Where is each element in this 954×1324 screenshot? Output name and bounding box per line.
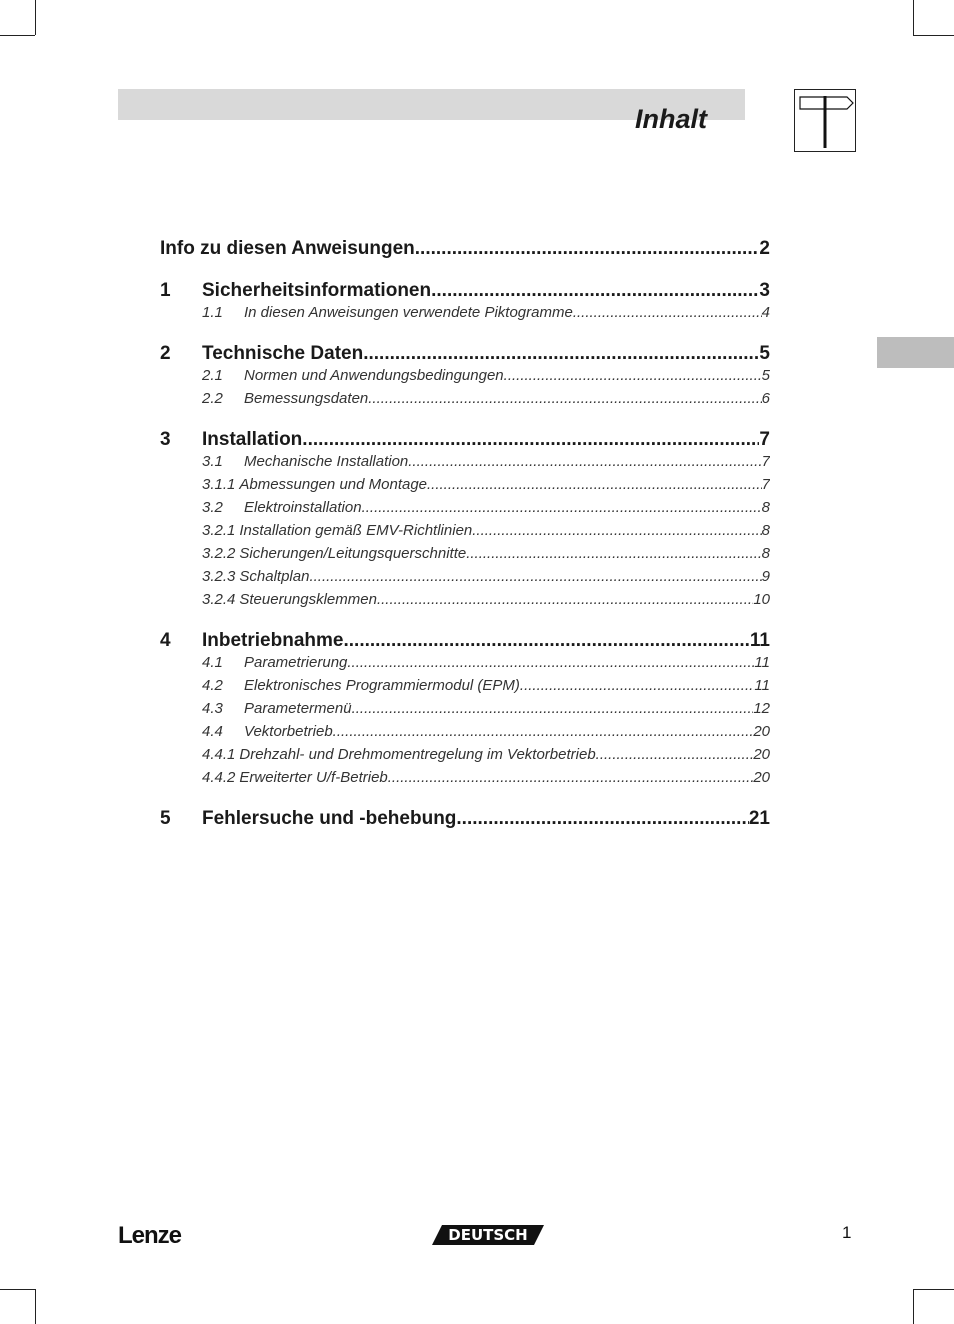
toc-chapter-title: Installation bbox=[202, 429, 303, 450]
toc-chapter-number: 4 bbox=[160, 630, 171, 651]
toc-section-title: Parametrierung bbox=[244, 654, 348, 671]
toc-section-entry[interactable] bbox=[160, 522, 770, 545]
toc-section-entry[interactable] bbox=[160, 591, 770, 614]
toc-chapter-number: 3 bbox=[160, 429, 171, 450]
toc-leader-dots bbox=[352, 700, 754, 717]
toc-section-entry[interactable] bbox=[160, 545, 770, 568]
toc-section-title: Bemessungsdaten bbox=[244, 390, 369, 407]
toc-section-page: 7 bbox=[761, 476, 770, 493]
toc-section-page: 10 bbox=[753, 591, 770, 608]
toc-leader-dots bbox=[408, 453, 761, 470]
toc-section-number: 4.1 bbox=[202, 654, 223, 671]
toc-chapter-title: Fehlersuche und -behebung bbox=[202, 808, 457, 829]
toc-section-title: Vektorbetrieb bbox=[244, 723, 333, 740]
toc-section-entry[interactable] bbox=[160, 476, 770, 499]
toc-chapter-entry[interactable] bbox=[160, 808, 770, 834]
toc-chapter-number: 1 bbox=[160, 280, 171, 301]
toc-leader-dots bbox=[466, 545, 761, 562]
language-badge bbox=[432, 1225, 544, 1245]
toc-section-title: Normen und Anwendungsbedingungen bbox=[244, 367, 504, 384]
toc-section-entry[interactable] bbox=[160, 304, 770, 327]
toc-leader-dots bbox=[388, 769, 754, 786]
toc-section-number: 2.2 bbox=[202, 390, 223, 407]
toc-section-number: 3.1.1 bbox=[202, 476, 236, 493]
toc-section-page: 20 bbox=[753, 746, 770, 763]
crop-mark bbox=[0, 1289, 35, 1290]
crop-mark bbox=[913, 35, 954, 36]
toc-section-number: 1.1 bbox=[202, 304, 223, 321]
toc-section-number: 4.4 bbox=[202, 723, 223, 740]
toc-leader-dots bbox=[343, 630, 749, 652]
lenze-logo: Lenze bbox=[118, 1222, 182, 1249]
page-number: 1 bbox=[842, 1223, 852, 1242]
toc-section-page: 6 bbox=[761, 390, 770, 407]
toc-section-entry[interactable] bbox=[160, 746, 770, 769]
toc-leader-dots bbox=[302, 429, 759, 451]
toc-section-number: 3.2.1 bbox=[202, 522, 236, 539]
toc-section-title: Schaltplan bbox=[239, 568, 310, 585]
toc-section-title: Parametermenü bbox=[244, 700, 352, 717]
toc-leader-dots bbox=[415, 238, 760, 260]
toc-section-page: 11 bbox=[754, 677, 770, 694]
toc-section-entry[interactable] bbox=[160, 568, 770, 591]
toc-chapter-title: Info zu diesen Anweisungen bbox=[160, 238, 415, 259]
toc-section-title: Installation gemäß EMV-Richtlinien bbox=[239, 522, 473, 539]
toc-section-entry[interactable] bbox=[160, 367, 770, 390]
crop-mark bbox=[913, 1289, 914, 1324]
toc-leader-dots bbox=[427, 476, 762, 493]
toc-leader-dots bbox=[504, 367, 762, 384]
toc-chapter-page: 11 bbox=[749, 630, 770, 651]
table-of-contents bbox=[160, 238, 770, 834]
toc-chapter-entry[interactable] bbox=[160, 238, 770, 264]
toc-section-page: 8 bbox=[761, 522, 770, 539]
toc-section-page: 7 bbox=[761, 453, 770, 470]
toc-leader-dots bbox=[456, 808, 748, 830]
toc-section-title: Drehzahl- und Drehmomentregelung im Vektorbetrieb bbox=[239, 746, 596, 763]
toc-section-title: Elektronisches Programmiermodul (EPM) bbox=[244, 677, 520, 694]
toc-section-number: 4.3 bbox=[202, 700, 223, 717]
toc-leader-dots bbox=[368, 390, 761, 407]
toc-chapter-number: 5 bbox=[160, 808, 171, 829]
toc-chapter-entry[interactable] bbox=[160, 630, 770, 656]
toc-section-entry[interactable] bbox=[160, 700, 770, 723]
toc-leader-dots bbox=[347, 654, 754, 671]
toc-chapter-title: Inbetriebnahme bbox=[202, 630, 344, 651]
toc-section-title: Elektroinstallation bbox=[244, 499, 362, 516]
toc-section-number: 2.1 bbox=[202, 367, 223, 384]
toc-section-number: 3.2 bbox=[202, 499, 223, 516]
crop-mark bbox=[913, 1289, 954, 1290]
toc-section-page: 12 bbox=[753, 700, 770, 717]
toc-leader-dots bbox=[472, 522, 761, 539]
toc-section-page: 8 bbox=[761, 499, 770, 516]
toc-chapter-entry[interactable] bbox=[160, 280, 770, 306]
toc-chapter-number: 2 bbox=[160, 343, 171, 364]
toc-section-page: 5 bbox=[761, 367, 770, 384]
toc-section-number: 4.4.2 bbox=[202, 769, 236, 786]
toc-section-entry[interactable] bbox=[160, 390, 770, 413]
toc-section-title: Mechanische Installation bbox=[244, 453, 409, 470]
toc-chapter-page: 21 bbox=[748, 808, 770, 829]
toc-section-number: 3.2.2 bbox=[202, 545, 236, 562]
crop-mark bbox=[35, 0, 36, 35]
crop-mark bbox=[35, 1289, 36, 1324]
crop-mark bbox=[913, 0, 914, 35]
toc-section-title: Steuerungsklemmen bbox=[239, 591, 377, 608]
toc-section-page: 20 bbox=[753, 769, 770, 786]
language-label: DEUTSCH bbox=[448, 1226, 528, 1244]
toc-section-title: Sicherungen/Leitungsquerschnitte bbox=[239, 545, 467, 562]
toc-chapter-entry[interactable] bbox=[160, 429, 770, 455]
signpost-icon bbox=[794, 89, 856, 152]
crop-mark bbox=[0, 35, 35, 36]
toc-section-entry[interactable] bbox=[160, 453, 770, 476]
toc-leader-dots bbox=[377, 591, 753, 608]
toc-leader-dots bbox=[520, 677, 755, 694]
toc-section-entry[interactable] bbox=[160, 677, 770, 700]
toc-section-entry[interactable] bbox=[160, 654, 770, 677]
toc-section-number: 3.2.3 bbox=[202, 568, 236, 585]
toc-section-number: 4.4.1 bbox=[202, 746, 236, 763]
toc-chapter-page: 3 bbox=[759, 280, 770, 301]
toc-section-number: 3.1 bbox=[202, 453, 223, 470]
toc-chapter-page: 2 bbox=[759, 238, 770, 259]
toc-leader-dots bbox=[362, 499, 762, 516]
toc-leader-dots bbox=[573, 304, 762, 321]
toc-section-title: In diesen Anweisungen verwendete Piktogramme bbox=[244, 304, 573, 321]
toc-leader-dots bbox=[363, 343, 759, 365]
toc-section-page: 4 bbox=[761, 304, 770, 321]
page-title: Inhalt bbox=[635, 104, 707, 134]
toc-section-page: 8 bbox=[761, 545, 770, 562]
toc-section-number: 4.2 bbox=[202, 677, 223, 694]
toc-chapter-title: Sicherheitsinformationen bbox=[202, 280, 432, 301]
toc-section-entry[interactable] bbox=[160, 723, 770, 746]
toc-section-number: 3.2.4 bbox=[202, 591, 236, 608]
side-tab-marker bbox=[877, 337, 954, 368]
toc-leader-dots bbox=[333, 723, 754, 740]
toc-section-page: 20 bbox=[753, 723, 770, 740]
toc-section-title: Abmessungen und Montage bbox=[239, 476, 428, 493]
toc-leader-dots bbox=[596, 746, 754, 763]
toc-chapter-page: 7 bbox=[759, 429, 770, 450]
toc-section-page: 9 bbox=[761, 568, 770, 585]
toc-chapter-entry[interactable] bbox=[160, 343, 770, 369]
toc-section-entry[interactable] bbox=[160, 499, 770, 522]
toc-leader-dots bbox=[431, 280, 759, 302]
toc-chapter-page: 5 bbox=[759, 343, 770, 364]
toc-section-page: 11 bbox=[754, 654, 770, 671]
toc-section-title: Erweiterter U/f-Betrieb bbox=[239, 769, 388, 786]
toc-chapter-title: Technische Daten bbox=[202, 343, 364, 364]
toc-leader-dots bbox=[309, 568, 761, 585]
toc-section-entry[interactable] bbox=[160, 769, 770, 792]
